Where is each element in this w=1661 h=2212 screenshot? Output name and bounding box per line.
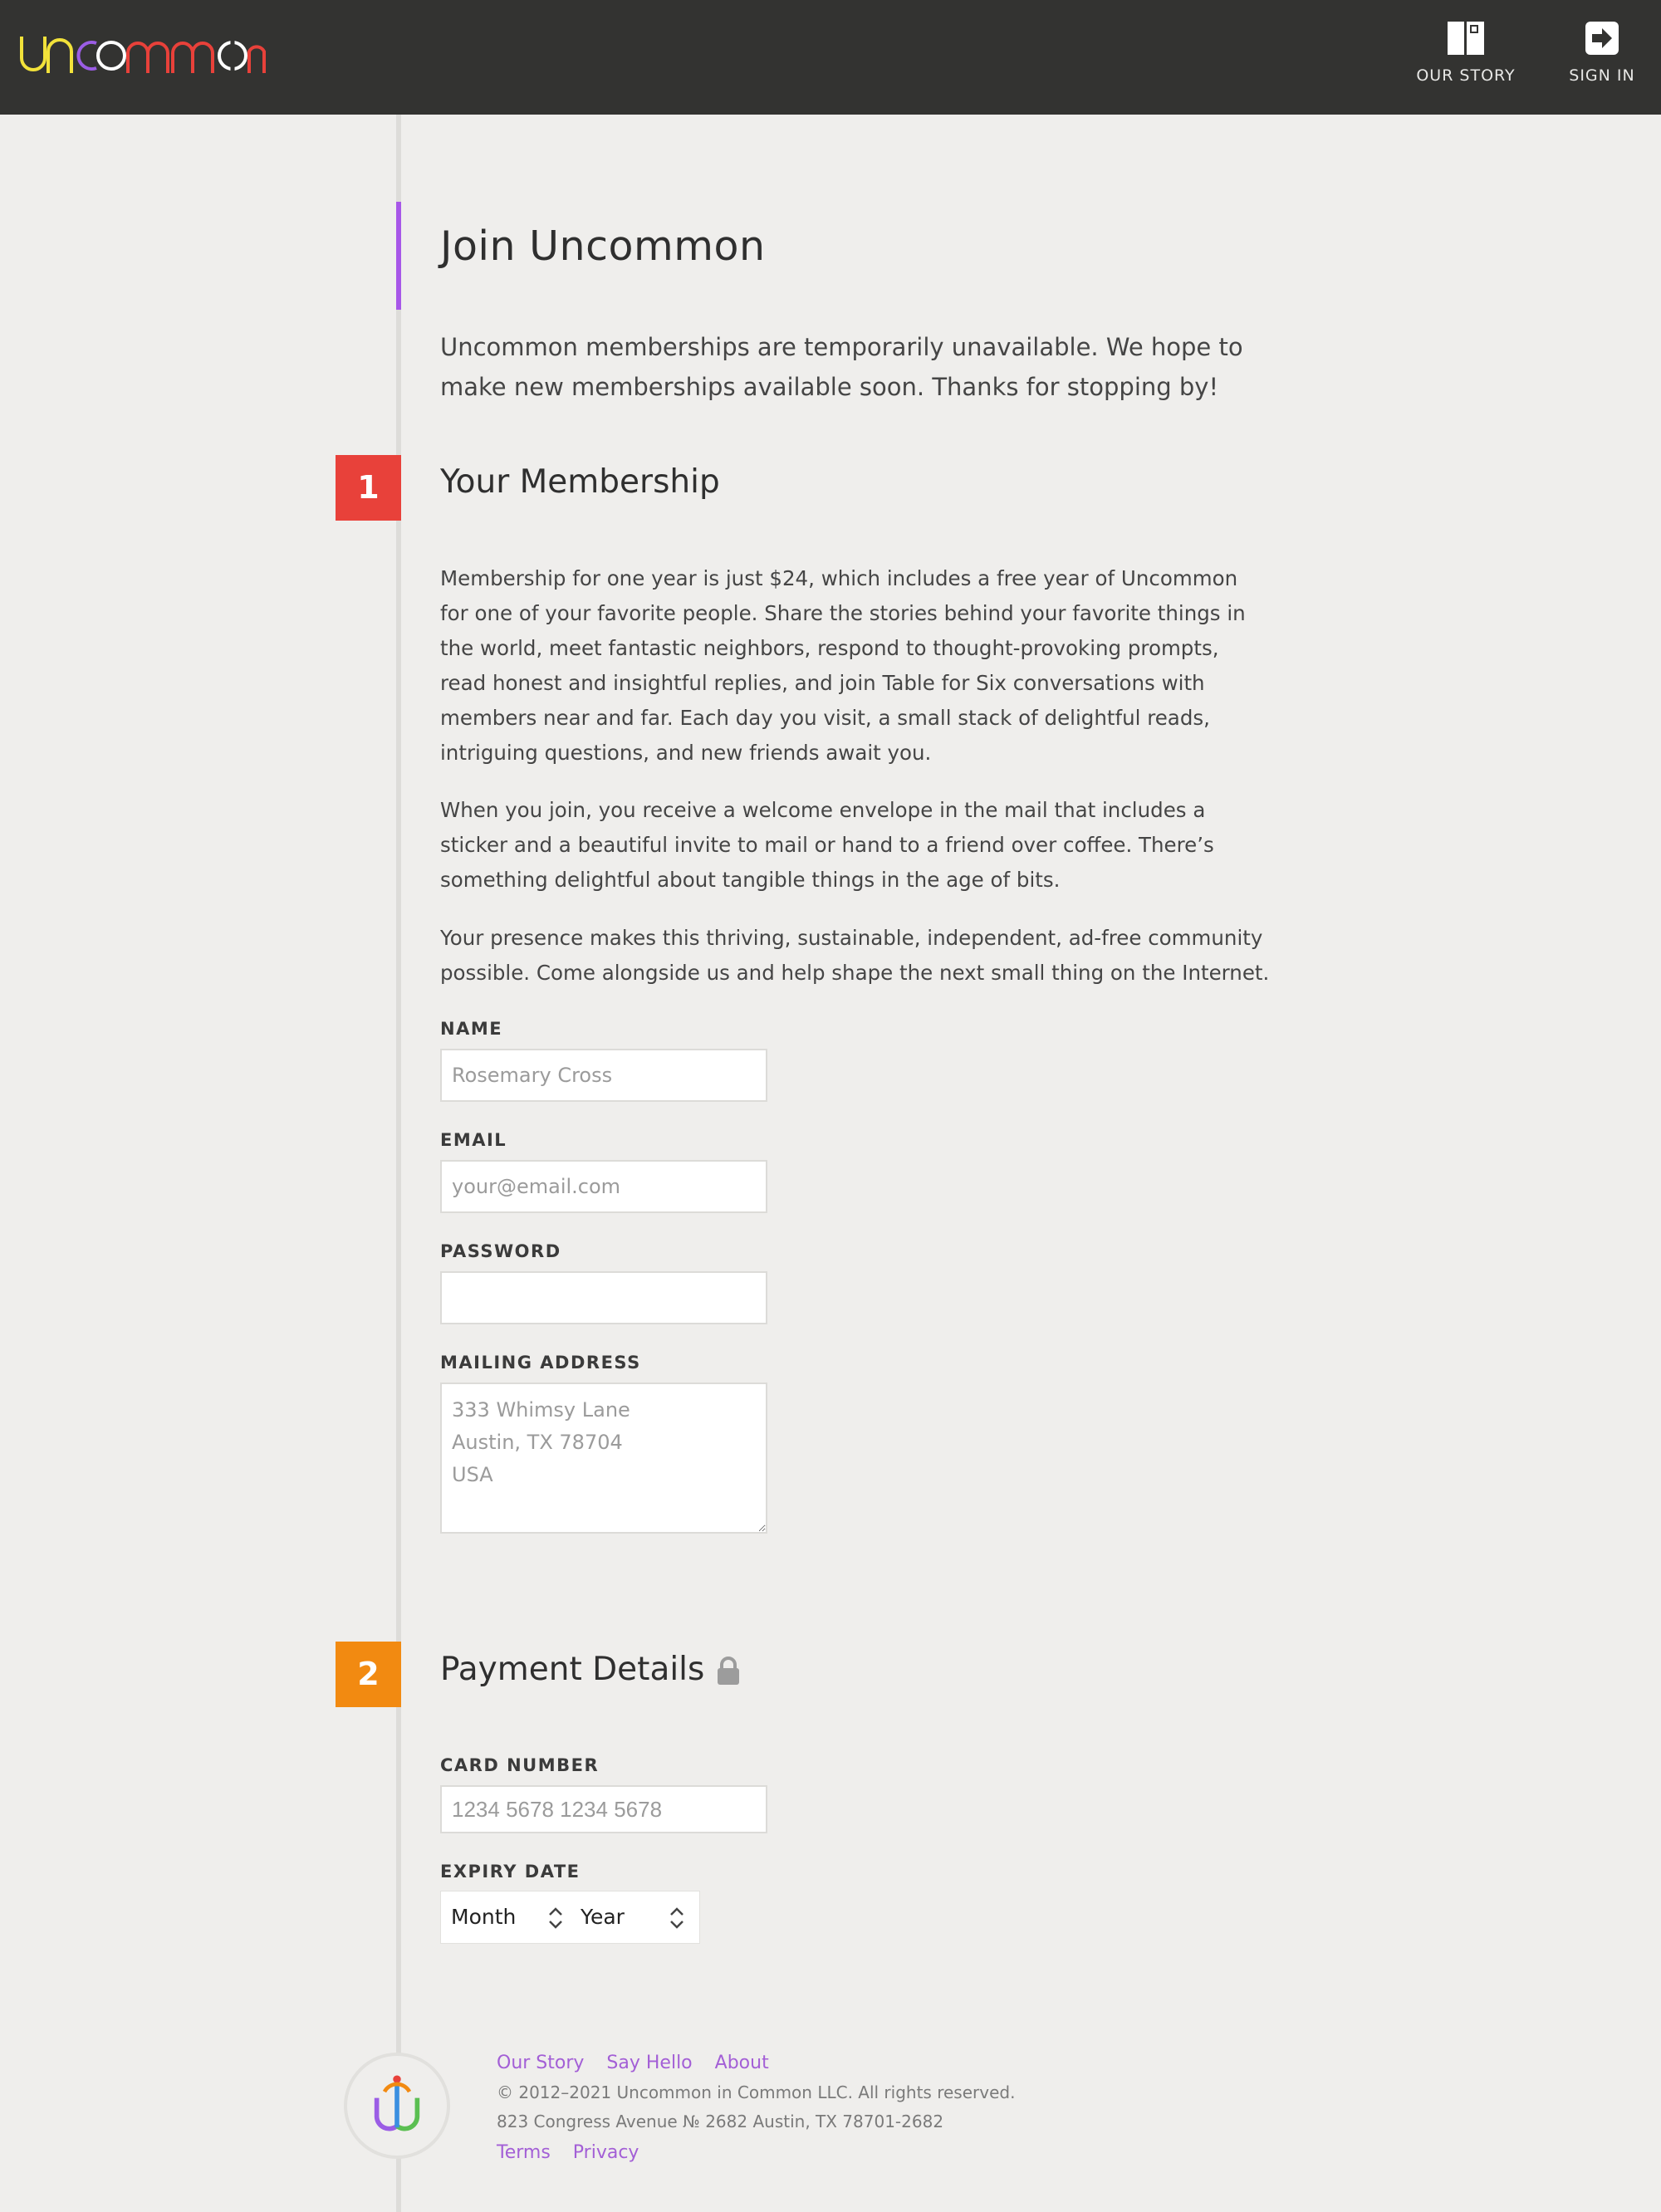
footer-address: 823 Congress Avenue № 2682 Austin, TX 78701-2682 bbox=[497, 2112, 944, 2131]
footer-link-about[interactable]: About bbox=[714, 2053, 769, 2073]
step-2-badge: 2 bbox=[336, 1642, 401, 1707]
mailing-address-input[interactable] bbox=[440, 1382, 767, 1534]
title-accent-bar bbox=[396, 202, 401, 310]
expiry-year-select[interactable] bbox=[581, 1891, 693, 1943]
nav-our-story[interactable] bbox=[1416, 22, 1516, 96]
sign-in-icon bbox=[1584, 22, 1620, 55]
password-label: PASSWORD bbox=[440, 1241, 561, 1261]
email-label: EMAIL bbox=[440, 1130, 507, 1150]
footer-nav-links bbox=[497, 2053, 786, 2073]
expiry-month-value: Month bbox=[451, 1905, 517, 1929]
card-number-input[interactable] bbox=[440, 1785, 767, 1833]
footer-link-privacy[interactable]: Privacy bbox=[572, 2142, 639, 2163]
lock-icon bbox=[716, 1657, 741, 1685]
footer-legal-links bbox=[497, 2142, 655, 2163]
name-input[interactable] bbox=[440, 1049, 767, 1102]
page-title: Join Uncommon bbox=[440, 223, 766, 270]
footer-copyright: © 2012–2021 Uncommon in Common LLC. All rights reserved. bbox=[497, 2082, 1016, 2102]
expiry-date-label: EXPIRY DATE bbox=[440, 1862, 581, 1882]
expiry-year-value: Year bbox=[581, 1905, 625, 1929]
footer-logo-badge[interactable] bbox=[344, 2053, 450, 2159]
footer-link-terms[interactable]: Terms bbox=[497, 2142, 551, 2163]
up-down-chevron-icon bbox=[548, 1906, 563, 1930]
book-icon bbox=[1448, 22, 1484, 55]
membership-paragraph-1: Membership for one year is just $24, which includes a free year of Uncommon for one of your favorite people. Share the stories behind your favorite things in the world, meet fantastic neighbors, respond to thought-provoking prompts, read honest and insightful replies, and join Table for Six conversations with members near and far. Each day you visit, a small stack of delightful reads, intriguing questions, and new friends await you. bbox=[440, 566, 1246, 765]
uncommon-monogram-icon bbox=[347, 2056, 447, 2156]
email-input[interactable] bbox=[440, 1160, 767, 1213]
footer-link-our-story[interactable]: Our Story bbox=[497, 2053, 585, 2073]
membership-notice: Uncommon memberships are temporarily unavailable. We hope to make new memberships available soon. Thanks for stopping by! bbox=[440, 333, 1243, 401]
payment-details-heading: Payment Details bbox=[440, 1651, 705, 1688]
expiry-month-select[interactable] bbox=[451, 1891, 571, 1943]
card-number-label: CARD NUMBER bbox=[440, 1755, 600, 1775]
footer-link-say-hello[interactable]: Say Hello bbox=[606, 2053, 693, 2073]
timeline-line bbox=[396, 115, 401, 2212]
up-down-chevron-icon bbox=[669, 1906, 684, 1930]
nav-sign-in[interactable] bbox=[1563, 22, 1641, 96]
your-membership-heading: Your Membership bbox=[440, 463, 720, 501]
top-navigation-bar bbox=[0, 0, 1661, 115]
name-label: NAME bbox=[440, 1019, 503, 1039]
mailing-address-label: MAILING ADDRESS bbox=[440, 1353, 641, 1373]
membership-paragraph-2: When you join, you receive a welcome envelope in the mail that includes a sticker and a beautiful invite to mail or hand to a friend over coffee. There’s something delightful about tangible things in the age of bits. bbox=[440, 798, 1214, 892]
step-1-badge: 1 bbox=[336, 455, 401, 521]
uncommon-logo[interactable] bbox=[18, 30, 267, 80]
nav-sign-in-label: SIGN IN bbox=[1569, 66, 1635, 85]
nav-our-story-label: OUR STORY bbox=[1416, 66, 1516, 85]
expiry-date-selects bbox=[440, 1891, 700, 1944]
membership-paragraph-3: Your presence makes this thriving, sustainable, independent, ad-free community possible. Come alongside us and help shape the next small thing on the Internet. bbox=[440, 926, 1270, 985]
password-input[interactable] bbox=[440, 1271, 767, 1324]
